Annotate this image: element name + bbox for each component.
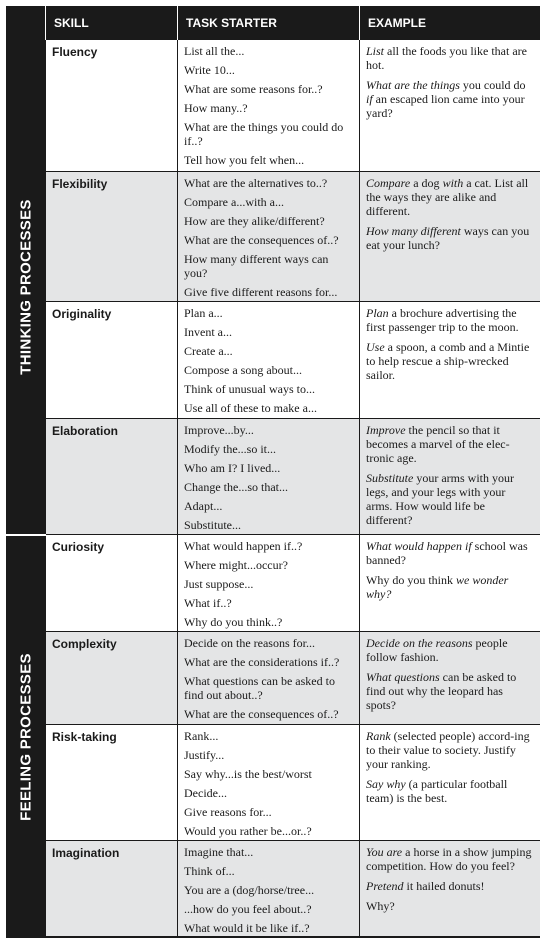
- header-blank: [6, 6, 46, 40]
- creativity-table: [6, 6, 540, 938]
- task-starter-item: ...how do you feel about..?: [184, 902, 312, 916]
- task-starter-item: Tell how you felt when...: [184, 153, 305, 167]
- task-starter-item: How many different ways can you?: [184, 252, 329, 280]
- task-starter-cell: [178, 725, 360, 841]
- task-starter-item: Rank...: [184, 729, 219, 743]
- task-starter-item: What are the consequences of..?: [184, 233, 339, 247]
- task-starter-item: Think of...: [184, 864, 235, 878]
- task-starter-item: Why do you think..?: [184, 615, 283, 629]
- skill-cell: Curiosity: [46, 535, 178, 632]
- task-starter-item: What are the consequences of..?: [184, 707, 339, 721]
- task-starter-cell: [178, 841, 360, 937]
- header-skill: SKILL: [46, 6, 178, 40]
- feeling-processes-label: FEELING PROCESSES: [17, 652, 35, 821]
- task-starter-item: List all the...: [184, 44, 245, 58]
- task-starter-item: Give five different reasons for...: [184, 285, 338, 299]
- example-cell: Plan a brochure advertising the first passenger trip to the moon. Use a spoon, a comb and a Mintie to help rescue a ship-wrecked sailor.: [360, 302, 540, 419]
- header-example: EXAMPLE: [360, 6, 540, 40]
- task-starter-item: Compare a...with a...: [184, 195, 284, 209]
- task-starter-item: Decide on the reasons for...: [184, 636, 315, 650]
- task-starter-item: Change the...so that...: [184, 480, 288, 494]
- task-starter-item: Where might...occur?: [184, 558, 288, 572]
- thinking-processes-label: THINKING PROCESSES: [17, 199, 35, 375]
- header-task-starter: TASK STARTER: [178, 6, 360, 40]
- skill-cell: Complexity: [46, 632, 178, 725]
- example-cell: What would happen if school was banned? Why do you think we wonder why?: [360, 535, 540, 632]
- task-starter-item: What would it be like if..?: [184, 921, 310, 935]
- task-starter-item: Compose a song about...: [184, 363, 302, 377]
- task-starter-item: Say why...is the best/worst: [184, 767, 312, 781]
- task-starter-cell: [178, 419, 360, 535]
- task-starter-item: Plan a...: [184, 306, 223, 320]
- task-starter-item: Improve...by...: [184, 423, 254, 437]
- task-starter-item: Modify the...so it...: [184, 442, 276, 456]
- skill-cell: Flexibility: [46, 172, 178, 302]
- skill-cell: Imagination: [46, 841, 178, 937]
- example-cell: Decide on the reasons people follow fashion. What questions can be asked to find out why the leopard has spots?: [360, 632, 540, 725]
- thinking-processes-band: [6, 40, 46, 535]
- skill-cell: Originality: [46, 302, 178, 419]
- task-starter-item: What are the things you could do if..?: [184, 120, 344, 148]
- task-starter-item: Who am I? I lived...: [184, 461, 281, 475]
- example-cell: Improve the pencil so that it becomes a marvel of the elec-tronic age. Substitute your arms with your legs, and your legs with your arms. How would life be different?: [360, 419, 540, 535]
- task-starter-item: What are some reasons for..?: [184, 82, 323, 96]
- task-starter-item: Decide...: [184, 786, 227, 800]
- task-starter-item: Substitute...: [184, 518, 242, 532]
- task-starter-item: Justify...: [184, 748, 225, 762]
- example-cell: Compare a dog with a cat. List all the ways they are alike and different. How many different ways can you eat your lunch?: [360, 172, 540, 302]
- task-starter-item: Create a...: [184, 344, 233, 358]
- task-starter-item: You are a (dog/horse/tree...: [184, 883, 315, 897]
- task-starter-item: Imagine that...: [184, 845, 254, 859]
- task-starter-item: What are the alternatives to..?: [184, 176, 328, 190]
- example-cell: You are a horse in a show jumping competition. How do you feel? Pretend it hailed donuts! Why?: [360, 841, 540, 937]
- task-starter-item: Adapt...: [184, 499, 223, 513]
- task-starter-item: Give reasons for...: [184, 805, 272, 819]
- skill-cell: Elaboration: [46, 419, 178, 535]
- task-starter-cell: [178, 172, 360, 302]
- task-starter-item: How many..?: [184, 101, 248, 115]
- skill-cell: Fluency: [46, 40, 178, 172]
- example-cell: Rank (selected people) accord-ing to their value to society. Justify your ranking. Say why (a particular football team) is the best.: [360, 725, 540, 841]
- task-starter-item: Write 10...: [184, 63, 235, 77]
- task-starter-item: Just suppose...: [184, 577, 254, 591]
- task-starter-item: What if..?: [184, 596, 232, 610]
- feeling-processes-band: [6, 535, 46, 937]
- task-starter-cell: [178, 535, 360, 632]
- task-starter-item: Use all of these to make a...: [184, 401, 317, 415]
- task-starter-item: Think of unusual ways to...: [184, 382, 315, 396]
- task-starter-item: Invent a...: [184, 325, 232, 339]
- task-starter-cell: [178, 302, 360, 419]
- task-starter-item: What questions can be asked to find out about..?: [184, 674, 335, 702]
- skill-cell: Risk-taking: [46, 725, 178, 841]
- task-starter-item: What are the considerations if..?: [184, 655, 340, 669]
- example-cell: List all the foods you like that are hot. What are the things you could do if an escaped lion came into your yard?: [360, 40, 540, 172]
- task-starter-item: What would happen if..?: [184, 539, 303, 553]
- task-starter-item: Would you rather be...or..?: [184, 824, 312, 838]
- task-starter-cell: [178, 632, 360, 725]
- task-starter-item: How are they alike/different?: [184, 214, 325, 228]
- task-starter-cell: [178, 40, 360, 172]
